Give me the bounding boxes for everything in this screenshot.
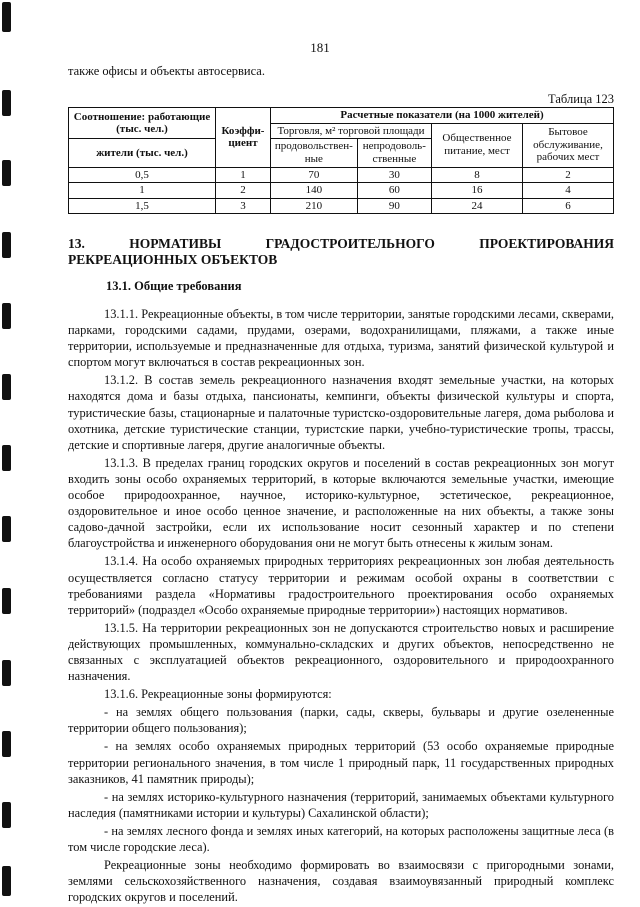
binding-hole — [2, 660, 11, 686]
heading-word: ПРОЕКТИРОВАНИЯ — [479, 236, 614, 251]
binding-hole — [2, 866, 11, 896]
binding-hole — [2, 588, 11, 614]
cell: 2 — [523, 167, 614, 183]
norm-table — [68, 107, 614, 214]
cell: 8 — [432, 167, 523, 183]
list-item: - на землях общего пользования (парки, сады, скверы, бульвары и другие озелененные территории общего пользования); — [68, 705, 614, 736]
header-coefficient: Коэффи-циент — [216, 108, 271, 168]
paragraph: 13.1.5. На территории рекреационных зон не допускаются строительство новых и расширение действующих промышленных, коммунально-складских и других объектов, непосредственно не связанных с эксплуатацией объектов рекреационного, оздоровительного и природоохранного назначения. — [68, 620, 614, 684]
section-heading — [68, 236, 614, 267]
header-calculated: Расчетные показатели (на 1000 жителей) — [271, 108, 614, 124]
list-item: - на землях особо охраняемых природных территорий (53 особо охраняемые природные территории регионального значения, в том числе 1 природный парк, 11 государственных природных заказников, 41 памятник природы); — [68, 739, 614, 786]
lead-text: также офисы и объекты автосервиса. — [68, 64, 265, 78]
cell: 16 — [432, 183, 523, 199]
table-row — [69, 167, 614, 183]
cell: 6 — [523, 198, 614, 214]
list-item: - на землях историко-культурного назначения (территорий, занимаемых объектами культурного наследия (памятниками истории и культуры) Сахалинской области); — [68, 789, 614, 820]
header-food: продовольствен-ные — [271, 139, 358, 167]
binding-hole — [2, 731, 11, 757]
table-row — [69, 198, 614, 214]
binding-hole — [2, 2, 11, 32]
table-caption: Таблица 123 — [548, 92, 614, 106]
binding-hole — [2, 516, 11, 542]
list-item: - на землях лесного фонда и землях иных категорий, на которых расположены защитные леса (в том числе городские леса). — [68, 823, 614, 854]
paragraph: 13.1.2. В состав земель рекреационного назначения входят земельные участки, на которых находятся дома и базы отдыха, пансионаты, кемпинги, объекты физической культуры и спорта, туристические базы, стационарные и палаточные туристско-оздоровительные лагеря, дома рыболова и охотника, детские туристические станции, туристские парки, учебно-туристические тропы, трассы, детские и спортивные лагеря, другие аналогичные объекты. — [68, 373, 614, 452]
header-trade: Торговля, м² торговой площади — [271, 123, 432, 139]
cell: 3 — [216, 198, 271, 214]
header-ratio: Соотношение: работающие (тыс. чел.) — [69, 108, 216, 139]
cell: 30 — [357, 167, 431, 183]
header-catering: Общественное питание, мест — [432, 123, 523, 167]
binding-holes — [0, 0, 14, 905]
header-nonfood: непродоволь-ственные — [357, 139, 431, 167]
binding-hole — [2, 232, 11, 258]
paragraph: 13.1.1. Рекреационные объекты, в том числе территории, занятые городскими лесами, скверами, парками, городскими садами, прудами, озерами, водохранилищами, пляжами, а также иные территории, используемые и предназначенные для отдыха, туризма, занятий физической культурой и спортом могут включаться в состав рекреационных зон. — [68, 307, 614, 370]
page-number: 181 — [310, 40, 330, 55]
binding-hole — [2, 802, 11, 828]
cell: 60 — [357, 183, 431, 199]
subsection-heading: 13.1. Общие требования — [106, 279, 242, 293]
cell: 4 — [523, 183, 614, 199]
binding-hole — [2, 445, 11, 471]
paragraph: 13.1.3. В пределах границ городских округов и поселений в состав рекреационных зон могут входить зоны особо охраняемых территорий, в которые включаются земельные участки, имеющие особое природоохранное, научное, историко-культурное, эстетическое, рекреационное, оздоровительное и иное особо ценное значение, и расположенные на них объекты, а также зоны садово-дачной застройки, если их использование носит сезонный характер и по степени благоустройства и инженерного оборудования они не могут быть отнесены к жилым зонам. — [68, 455, 614, 551]
cell: 90 — [357, 198, 431, 214]
heading-word: 13. — [68, 236, 85, 251]
binding-hole — [2, 90, 11, 116]
binding-hole — [2, 374, 11, 400]
cell: 2 — [216, 183, 271, 199]
cell: 140 — [271, 183, 358, 199]
paragraph: 13.1.6. Рекреационные зоны формируются: — [104, 687, 332, 702]
cell: 1 — [69, 183, 216, 199]
binding-hole — [2, 160, 11, 186]
paragraph: Рекреационные зоны необходимо формировать во взаимосвязи с пригородными зонами, землями сельскохозяйственного назначения, создавая взаимоувязанный природный комплекс городских округов и поселений. — [68, 858, 614, 905]
heading-line-2: РЕКРЕАЦИОННЫХ ОБЪЕКТОВ — [68, 251, 278, 267]
heading-word: ГРАДОСТРОИТЕЛЬНОГО — [265, 236, 435, 251]
binding-hole — [2, 303, 11, 329]
cell: 210 — [271, 198, 358, 214]
paragraph: 13.1.4. На особо охраняемых природных территориях рекреационных зон любая деятельность осуществляется согласно статусу территории и режимам особой охраны в соответствии с требованиями раздела «Нормативы градостроительного проектирования особо охраняемых территорий» (подраздел «Особо охраняемые природные территории») настоящих нормативов. — [68, 554, 614, 617]
cell: 1 — [216, 167, 271, 183]
table-row — [69, 183, 614, 199]
header-service: Бытовое обслуживание, рабочих мест — [523, 123, 614, 167]
body-text — [68, 306, 614, 907]
heading-word: НОРМАТИВЫ — [129, 236, 222, 251]
cell: 70 — [271, 167, 358, 183]
cell: 1,5 — [69, 198, 216, 214]
header-residents: жители (тыс. чел.) — [69, 139, 216, 167]
cell: 0,5 — [69, 167, 216, 183]
cell: 24 — [432, 198, 523, 214]
